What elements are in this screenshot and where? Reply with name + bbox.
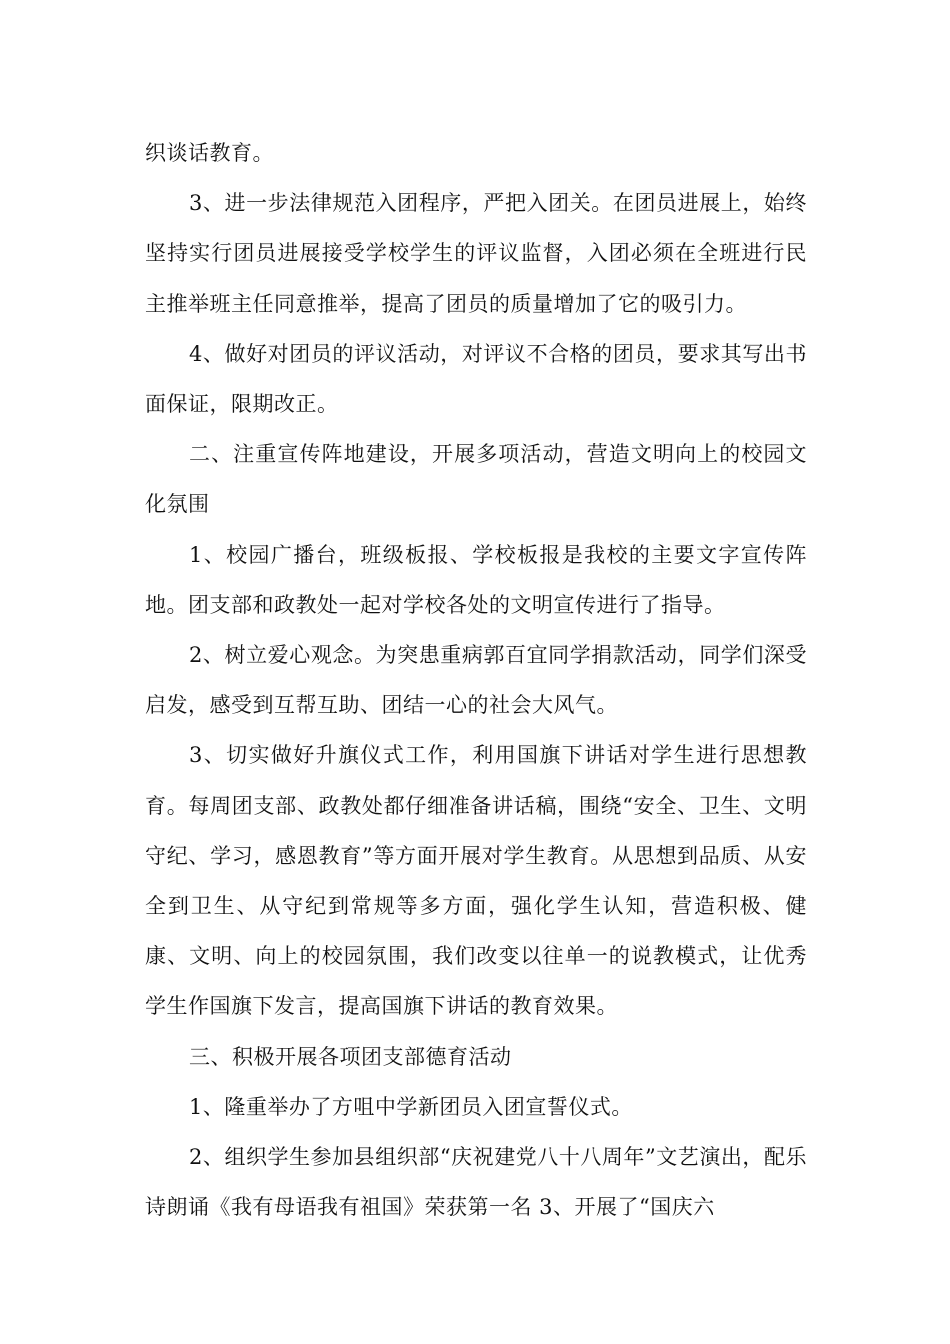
- paragraph-item-1-broadcast: 1、校园广播台，班级板报、学校板报是我校的主要文字宣传阵地。团支部和政教处一起对学校各处的文明宣传进行了指导。: [145, 542, 807, 617]
- section-heading-3: 三、积极开展各项团支部德育活动: [189, 1044, 512, 1069]
- paragraph-item-3-admission: 3、进一步法律规范入团程序，严把入团关。在团员进展上，始终坚持实行团员进展接受学校学生的评议监督，入团必须在全班进行民主推举班主任同意推举，提高了团员的质量增加了它的吸引力。: [145, 191, 807, 316]
- paragraph-item-2-charity: 2、树立爱心观念。为突患重病郭百宜同学捐款活动，同学们深受启发，感受到互帮互助、团结一心的社会大风气。: [145, 643, 807, 718]
- paragraph-item-3-flag-ceremony: 3、切实做好升旗仪式工作，利用国旗下讲话对学生进行思想教育。每周团支部、政教处都仔细准备讲话稿，围绕“安全、卫生、文明守纪、学习，感恩教育”等方面开展对学生教育。从思想到品质、从安全到卫生、从守纪到常规等多方面，强化学生认知，营造积极、健康、文明、向上的校园氛围，我们改变以往单一的说教模式，让优秀学生作国旗下发言，提高国旗下讲话的教育效果。: [145, 743, 807, 1019]
- paragraph-continuation: 织谈话教育。: [145, 141, 274, 165]
- section-heading-2: 二、注重宣传阵地建设，开展多项活动，营造文明向上的校园文化氛围: [145, 442, 807, 517]
- paragraph-item-4-evaluation: 4、做好对团员的评议活动，对评议不合格的团员，要求其写出书面保证，限期改正。: [145, 341, 807, 417]
- document-body: [145, 128, 807, 1232]
- paragraph-item-2-performance: 2、组织学生参加县组织部“庆祝建党八十八周年”文艺演出，配乐诗朗诵《我有母语我有祖国》荣获第一名 3、开展了“国庆六: [145, 1145, 807, 1220]
- paragraph-item-1-oath-ceremony: 1、隆重举办了方咀中学新团员入团宣誓仪式。: [189, 1094, 633, 1119]
